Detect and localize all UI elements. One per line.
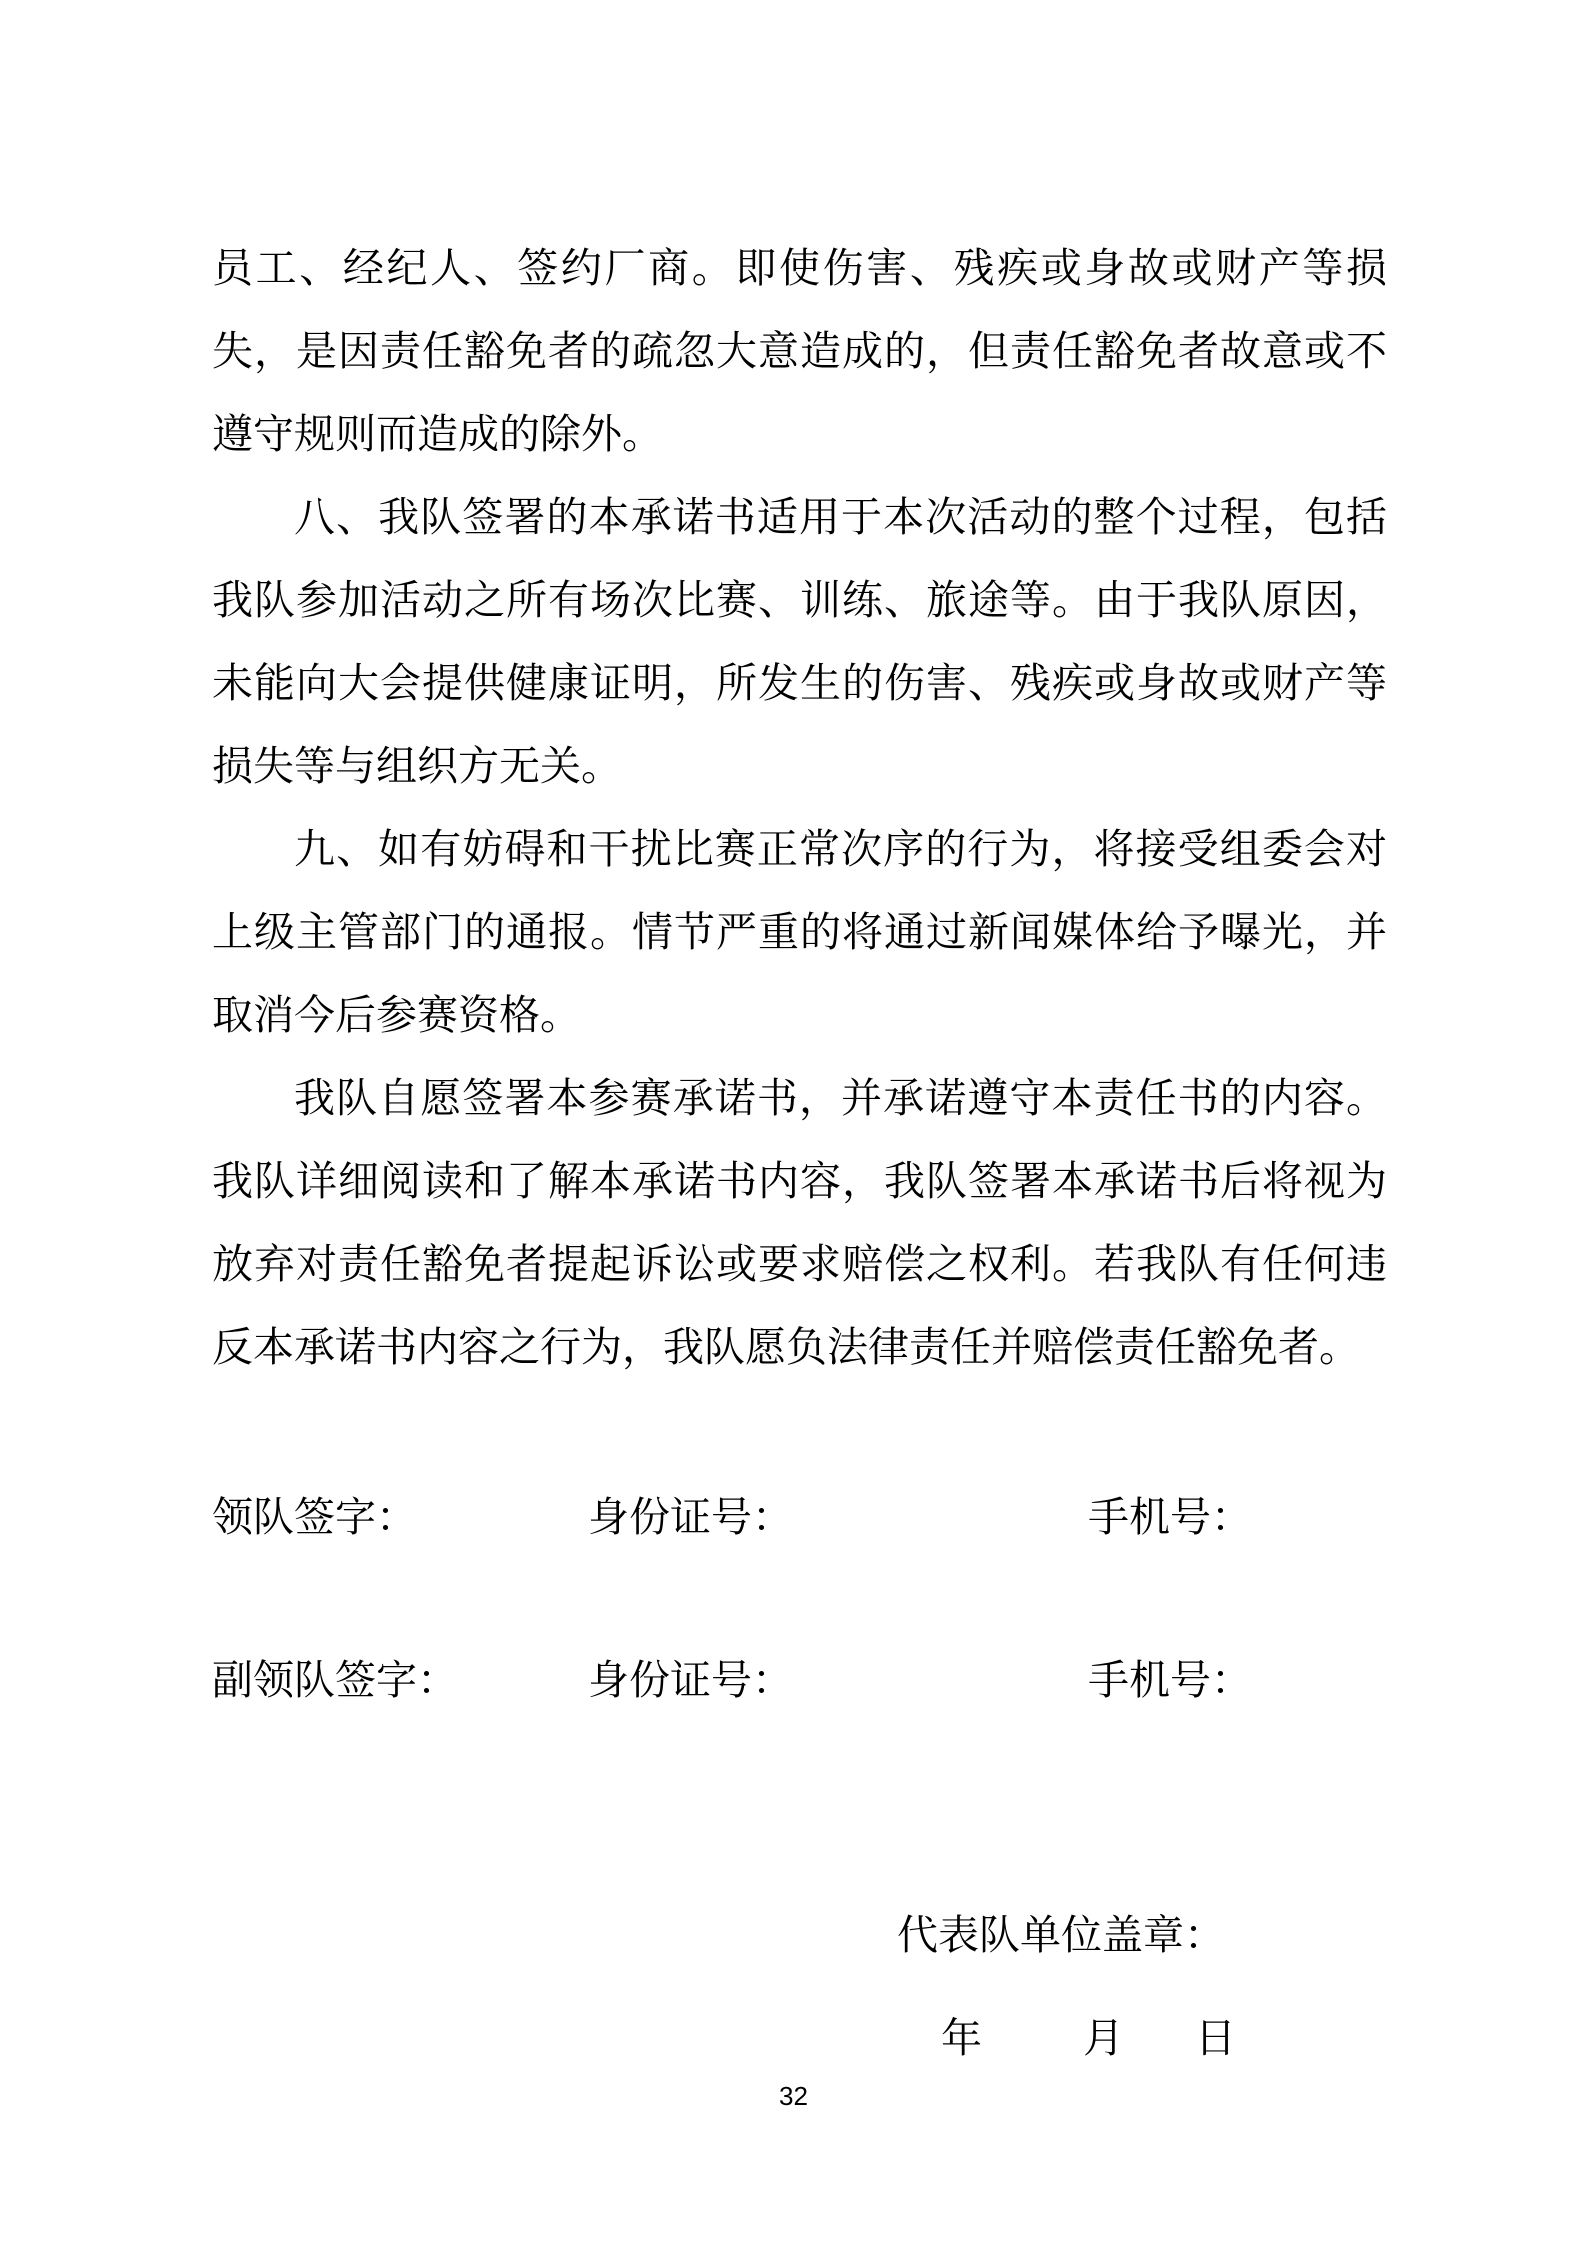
leader-signature-label: 领队签字： (212, 1494, 417, 1540)
deputy-id-number-label: 身份证号： (588, 1657, 793, 1703)
deputy-phone-number-label: 手机号： (1088, 1657, 1252, 1703)
deputy-leader-signature-label: 副领队签字： (212, 1657, 458, 1703)
body-text-block (212, 227, 1387, 1389)
date-year-label: 年 (941, 2015, 982, 2061)
leader-id-number-label: 身份证号： (588, 1494, 793, 1540)
body-paragraph-clause-9: 九、如有妨碍和干扰比赛正常次序的行为，将接受组委会对上级主管部门的通报。情节严重的将通过新闻媒体给予曝光，并取消今后参赛资格。 (212, 826, 1387, 1038)
date-month-label: 月 (1083, 2015, 1124, 2061)
date-day-label: 日 (1195, 2015, 1236, 2061)
team-unit-stamp-label: 代表队单位盖章： (897, 1912, 1225, 1958)
body-paragraph-clause-8: 八、我队签署的本承诺书适用于本次活动的整个过程，包括我队参加活动之所有场次比赛、训练、旅途等。由于我队原因，未能向大会提供健康证明，所发生的伤害、残疾或身故或财产等损失等与组织方无关。 (212, 494, 1387, 789)
body-paragraph-closing: 我队自愿签署本参赛承诺书，并承诺遵守本责任书的内容。我队详细阅读和了解本承诺书内容，我队签署本承诺书后将视为放弃对责任豁免者提起诉讼或要求赔偿之权利。若我队有任何违反本承诺书内容之行为，我队愿负法律责任并赔偿责任豁免者。 (212, 1075, 1387, 1370)
page-number: 32 (779, 2081, 808, 2111)
body-paragraph-continuation: 员工、经纪人、签约厂商。即使伤害、残疾或身故或财产等损失，是因责任豁免者的疏忽大意造成的，但责任豁免者故意或不遵守规则而造成的除外。 (212, 245, 1387, 457)
leader-phone-number-label: 手机号： (1088, 1494, 1252, 1540)
